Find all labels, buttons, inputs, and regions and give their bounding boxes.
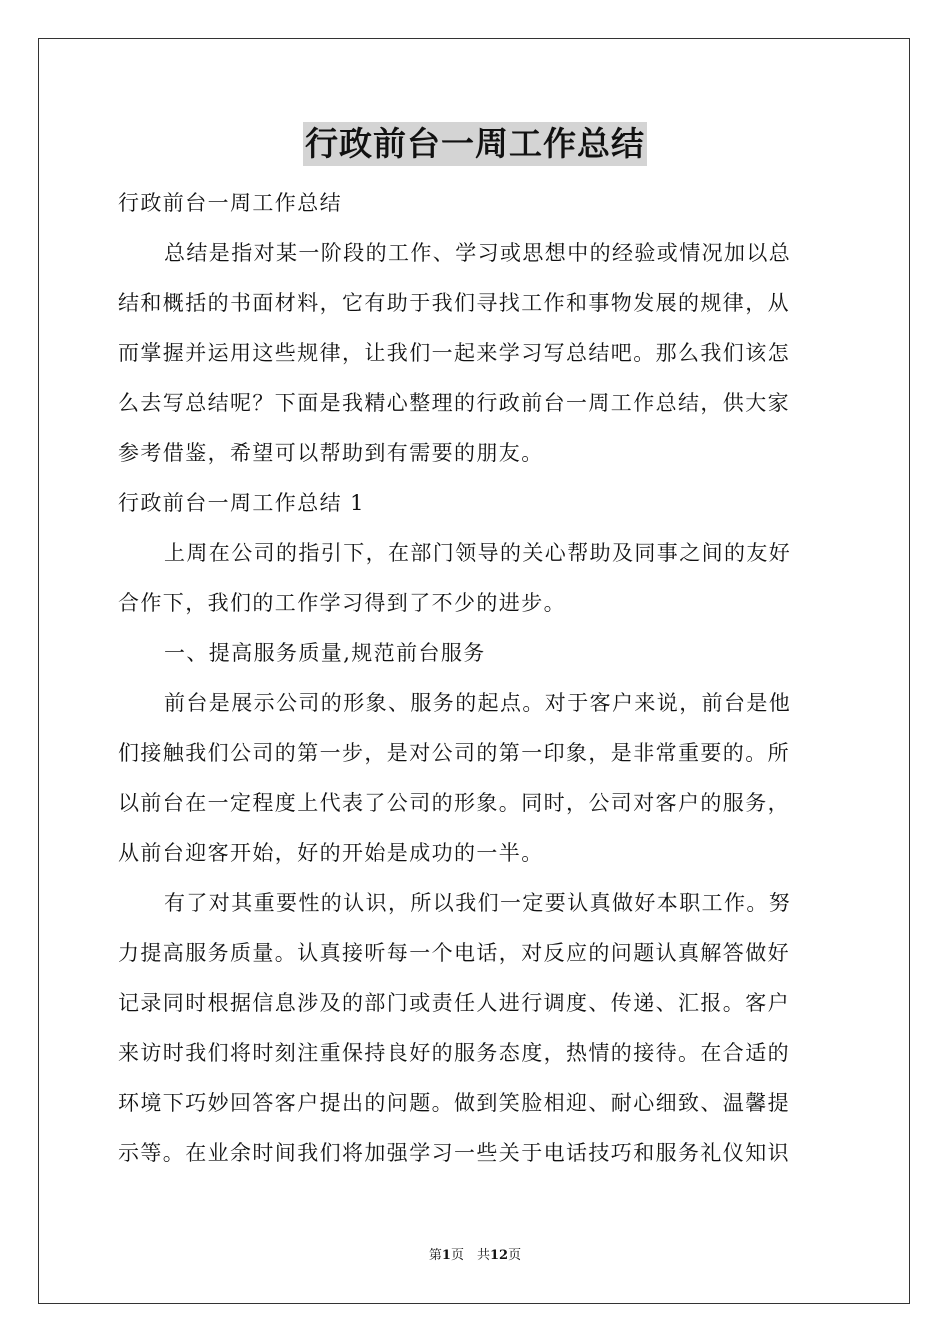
subsection-heading: 一、提高服务质量,规范前台服务 [164,641,486,665]
paragraph-line: 从前台迎客开始，好的开始是成功的一半。 [118,841,544,865]
paragraph-line: 前台是展示公司的形象、服务的起点。对于客户来说，前台是他 [164,691,792,715]
paragraph-line: 示等。在业余时间我们将加强学习一些关于电话技巧和服务礼仪知识 [118,1141,790,1165]
page-mid: 页 共 [450,1248,490,1263]
section-heading: 行政前台一周工作总结 1 [118,491,365,515]
total-pages-number: 12 [489,1248,509,1263]
paragraph-line: 总结是指对某一阶段的工作、学习或思想中的经验或情况加以总 [164,241,792,265]
document-title: 行政前台一周工作总结 [303,122,647,166]
paragraph-line: 参考借鉴，希望可以帮助到有需要的朋友。 [118,441,544,465]
document-body [118,178,832,1178]
title-container [0,122,950,166]
page-footer [0,1248,950,1264]
paragraph-line: 记录同时根据信息涉及的部门或责任人进行调度、传递、汇报。客户 [118,991,790,1015]
page-suffix: 页 [508,1248,522,1263]
current-page-number: 1 [441,1248,451,1263]
paragraph-line: 上周在公司的指引下，在部门领导的关心帮助及同事之间的友好 [164,541,792,565]
paragraph-line: 们接触我们公司的第一步，是对公司的第一印象，是非常重要的。所 [118,741,790,765]
paragraph-line: 力提高服务质量。认真接听每一个电话，对反应的问题认真解答做好 [118,941,790,965]
paragraph-line: 么去写总结呢？下面是我精心整理的行政前台一周工作总结，供大家 [118,391,790,415]
paragraph-line: 结和概括的书面材料，它有助于我们寻找工作和事物发展的规律，从 [118,291,790,315]
paragraph-line: 以前台在一定程度上代表了公司的形象。同时，公司对客户的服务， [118,791,790,815]
subtitle-line: 行政前台一周工作总结 [118,191,342,215]
page-prefix: 第 [428,1248,442,1263]
paragraph-line: 有了对其重要性的认识，所以我们一定要认真做好本职工作。努 [164,891,792,915]
paragraph-line: 环境下巧妙回答客户提出的问题。做到笑脸相迎、耐心细致、温馨提 [118,1091,790,1115]
paragraph-line: 来访时我们将时刻注重保持良好的服务态度，热情的接待。在合适的 [118,1041,790,1065]
paragraph-line: 合作下，我们的工作学习得到了不少的进步。 [118,591,566,615]
paragraph-line: 而掌握并运用这些规律，让我们一起来学习写总结吧。那么我们该怎 [118,341,790,365]
